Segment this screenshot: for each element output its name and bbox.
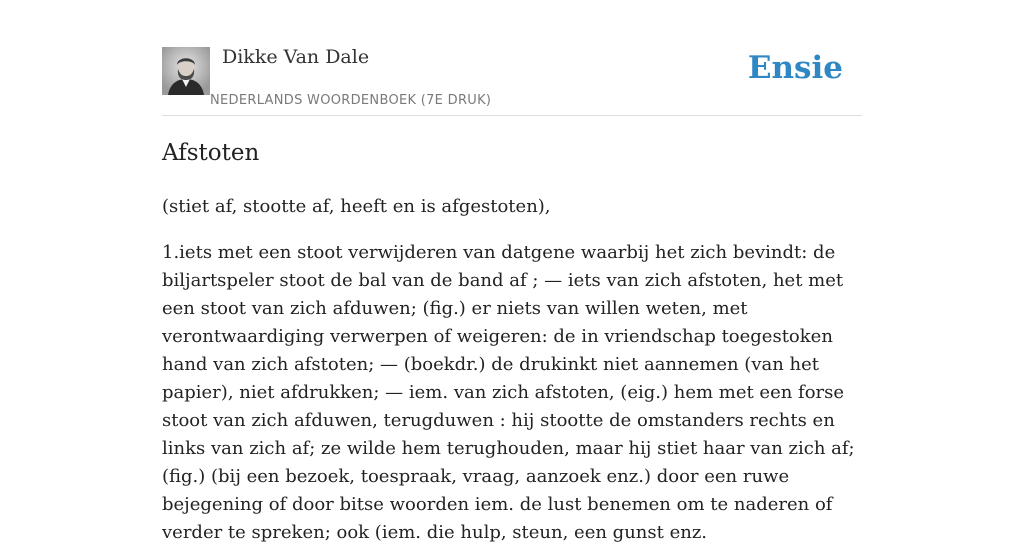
portrait-photo-icon — [162, 47, 210, 95]
body-line: enz.) door een ruwe bejegening of door bitse woorden iem. de lust benemen om — [162, 466, 790, 515]
body-line: stoot van zich afduwen; (fig.) er niets van willen weten, met verontwaardiging — [162, 298, 748, 347]
entry-title: Afstoten — [162, 140, 260, 166]
source-label[interactable]: NEDERLANDS WOORDENBOEK (7E DRUK) — [210, 93, 492, 108]
ensie-logo[interactable]: Ensie — [747, 50, 843, 86]
entry-body — [162, 239, 862, 547]
body-line: zich afstoten, (eig.) hem met een forse stoot van zich afduwen, terugduwen : hij — [162, 382, 845, 431]
body-line: te naderen of verder te spreken; ook (iem. die hulp, steun, een gunst enz. — [162, 494, 833, 543]
author-avatar[interactable] — [162, 47, 210, 95]
body-line: verwerpen of weigeren: de in vriendschap toegestoken hand van zich afstoten; — — [162, 326, 833, 375]
body-line: 1.iets met een stoot verwijderen van datgene waarbij het zich bevindt: de — [162, 242, 836, 263]
body-line: (boekdr.) de drukinkt niet aannemen (van het papier), niet afdrukken; — iem. van — [162, 354, 820, 403]
page-container — [162, 0, 862, 543]
page-header — [162, 0, 862, 116]
author-name[interactable]: Dikke Van Dale — [222, 46, 370, 68]
body-line: stootte de omstanders rechts en links van zich af; ze wilde hem terughouden, — [162, 410, 835, 459]
entry-intro: (stiet af, stootte af, heeft en is afgestoten), — [162, 196, 551, 217]
body-line: biljartspeler stoot de bal van de band af ; — iets van zich afstoten, het met een — [162, 270, 844, 319]
body-line: maar hij stiet haar van zich af; (fig.) (bij een bezoek, toespraak, vraag, aanzoek — [162, 438, 855, 487]
